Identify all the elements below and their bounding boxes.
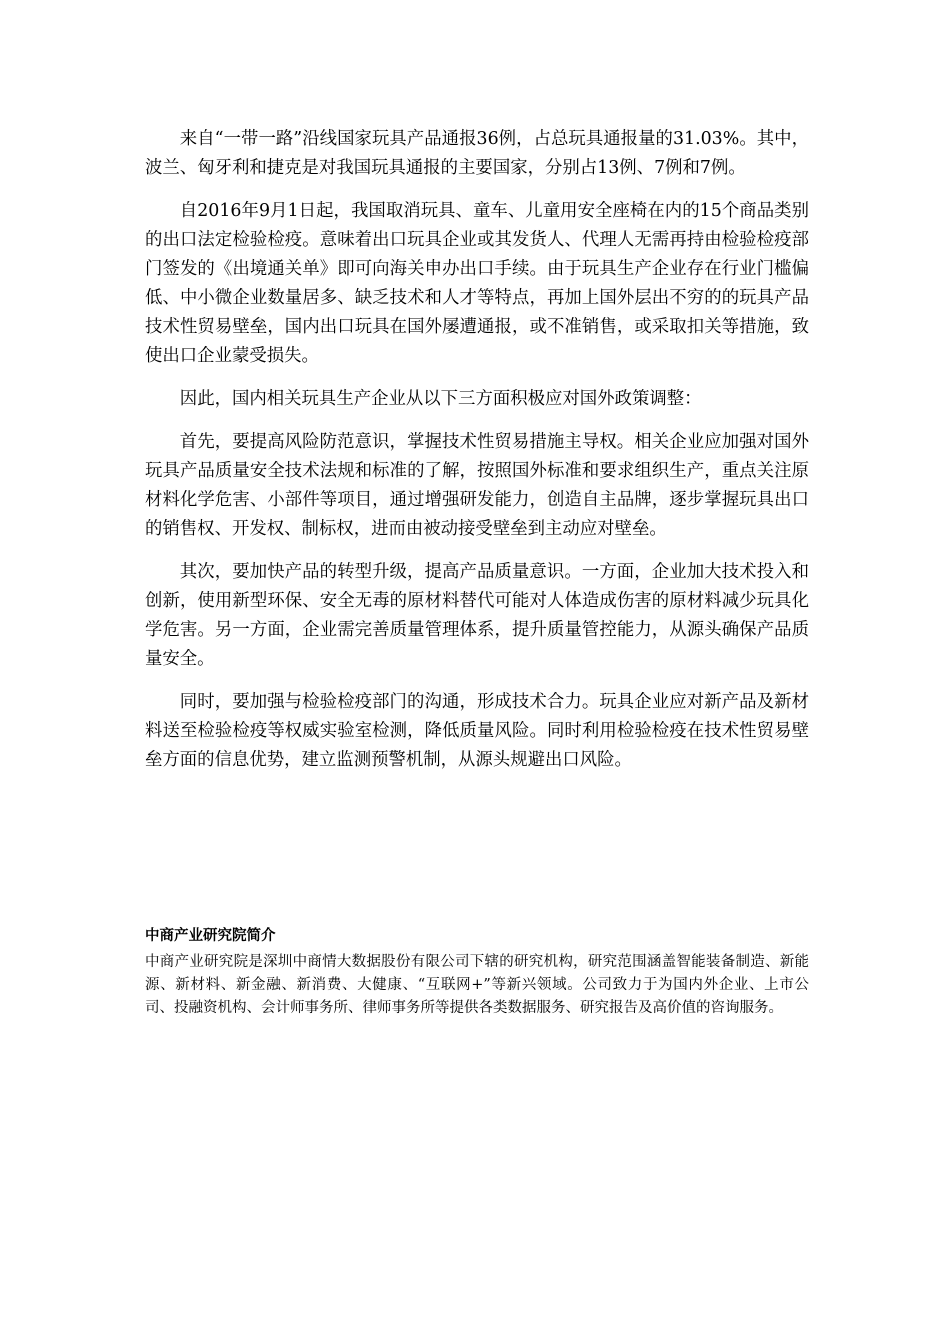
article-body (145, 125, 809, 789)
paragraph-notifications: 来自“一带一路”沿线国家玩具产品通报36例，占总玩具通报量的31.03%。其中，波兰、匈牙利和捷克是对我国玩具通报的主要国家，分别占13例、7例和7例。 (145, 129, 809, 178)
paragraph-communication: 同时，要加强与检验检疫部门的沟通，形成技术合力。玩具企业应对新产品及新材料送至检验检疫等权威实验室检测，降低质量风险。同时利用检验检疫在技术性贸易壁垒方面的信息优势，建立监测预警机制，从源头规避出口风险。 (145, 692, 809, 770)
paragraph-risk-awareness: 首先，要提高风险防范意识，掌握技术性贸易措施主导权。相关企业应加强对国外玩具产品质量安全技术法规和标准的了解，按照国外标准和要求组织生产，重点关注原材料化学危害、小部件等项目，通过增强研发能力，创造自主品牌，逐步掌握玩具出口的销售权、开发权、制标权，进而由被动接受壁垒到主动应对壁垒。 (145, 432, 809, 539)
company-intro-title: 中商产业研究院简介 (145, 928, 276, 944)
company-intro-text: 中商产业研究院是深圳中商情大数据股份有限公司下辖的研究机构，研究范围涵盖智能装备制造、新能源、新材料、新金融、新消费、大健康、“互联网+”等新兴领域。公司致力于为国内外企业、上市公司、投融资机构、会计师事务所、律师事务所等提供各类数据服务、研究报告及高价值的咨询服务。 (145, 954, 809, 1016)
paragraph-inspection-policy: 自2016年9月1日起，我国取消玩具、童车、儿童用安全座椅在内的15个商品类别的出口法定检验检疫。意味着出口玩具企业或其发货人、代理人无需再持由检验检疫部门签发的《出境通关单》即可向海关申办出口手续。由于玩具生产企业存在行业门槛偏低、中小微企业数量居多、缺乏技术和人才等特点，再加上国外层出不穷的的玩具产品技术性贸易壁垒，国内出口玩具在国外屡遭通报，或不准销售，或采取扣关等措施，致使出口企业蒙受损失。 (145, 201, 809, 366)
paragraph-product-upgrade: 其次，要加快产品的转型升级，提高产品质量意识。一方面，企业加大技术投入和创新，使用新型环保、安全无毒的原材料替代可能对人体造成伤害的原材料减少玩具化学危害。另一方面，企业需完善质量管理体系，提升质量管控能力，从源头确保产品质量安全。 (145, 562, 809, 669)
paragraph-response-intro: 因此，国内相关玩具生产企业从以下三方面积极应对国外政策调整： (179, 389, 702, 409)
company-intro (145, 925, 809, 1020)
